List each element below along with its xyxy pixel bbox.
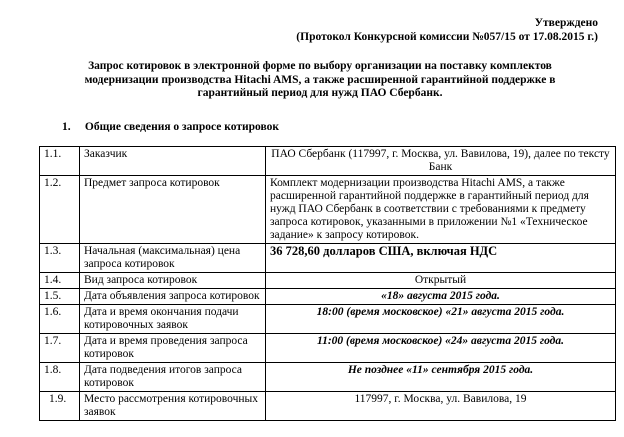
table-row bbox=[40, 244, 616, 273]
row-number: 1.5. bbox=[40, 289, 80, 305]
row-label: Дата и время окончания подачи котировочных заявок bbox=[80, 305, 266, 334]
row-label: Дата подведения итогов запроса котировок bbox=[80, 363, 266, 392]
row-value: Комплект модернизации производства Hitachi AMS, а также расширенной гарантийной поддержке в гарантийный период для нужд ПАО Сбербанк в соответствии с требованиями к предмету запроса котировок, указанными в приложении №1 «Техническое задание» к запросу котировок. bbox=[266, 176, 616, 244]
table-row bbox=[40, 176, 616, 244]
row-number: 1.1. bbox=[40, 147, 80, 176]
section-title: Общие сведения о запросе котировок bbox=[84, 121, 279, 133]
row-number: 1.2. bbox=[40, 176, 80, 244]
row-value: 36 728,60 долларов США, включая НДС bbox=[266, 244, 616, 273]
row-label: Место рассмотрения котировочных заявок bbox=[80, 392, 266, 421]
table-row bbox=[40, 273, 616, 289]
title-line-2: модернизации производства Hitachi AMS, а также расширенной гарантийной поддержке в bbox=[84, 73, 556, 86]
row-number: 1.3. bbox=[40, 244, 80, 273]
table-row bbox=[40, 392, 616, 421]
row-number: 1.7. bbox=[40, 334, 80, 363]
row-value: «18» августа 2015 года. bbox=[266, 289, 616, 305]
title-line-1: Запрос котировок в электронной форме по выбору организации на поставку комплектов bbox=[88, 60, 552, 72]
row-number: 1.4. bbox=[40, 273, 80, 289]
row-value: Открытый bbox=[266, 273, 616, 289]
row-value: Не позднее «11» сентября 2015 года. bbox=[266, 363, 616, 392]
row-value: 117997, г. Москва, ул. Вавилова, 19 bbox=[266, 392, 616, 421]
row-label: Заказчик bbox=[80, 147, 266, 176]
row-value: 11:00 (время московское) «24» августа 2015 года. bbox=[266, 334, 616, 363]
section-heading bbox=[62, 120, 279, 134]
row-label: Начальная (максимальная) цена запроса котировок bbox=[80, 244, 266, 273]
row-value: 18:00 (время московское) «21» августа 2015 года. bbox=[266, 305, 616, 334]
row-value: ПАО Сбербанк (117997, г. Москва, ул. Вавилова, 19), далее по тексту Банк bbox=[266, 147, 616, 176]
table-row bbox=[40, 289, 616, 305]
row-number: 1.6. bbox=[40, 305, 80, 334]
row-label: Предмет запроса котировок bbox=[80, 176, 266, 244]
title-line-3: гарантийный период для нужд ПАО Сбербанк. bbox=[197, 87, 443, 99]
document-title bbox=[50, 60, 590, 101]
approval-heading: Утверждено bbox=[534, 17, 598, 29]
row-label: Дата и время проведения запроса котировок bbox=[80, 334, 266, 363]
approval-block bbox=[296, 16, 598, 44]
row-label: Дата объявления запроса котировок bbox=[80, 289, 266, 305]
approval-protocol: (Протокол Конкурсной комиссии №057/15 от 17.08.2015 г.) bbox=[296, 31, 598, 43]
table-row bbox=[40, 305, 616, 334]
table-row bbox=[40, 334, 616, 363]
section-number: 1. bbox=[62, 121, 71, 133]
general-info-table bbox=[39, 146, 616, 421]
table-row bbox=[40, 363, 616, 392]
row-number: 1.9. bbox=[40, 392, 80, 421]
table-row bbox=[40, 147, 616, 176]
row-number: 1.8. bbox=[40, 363, 80, 392]
row-label: Вид запроса котировок bbox=[80, 273, 266, 289]
